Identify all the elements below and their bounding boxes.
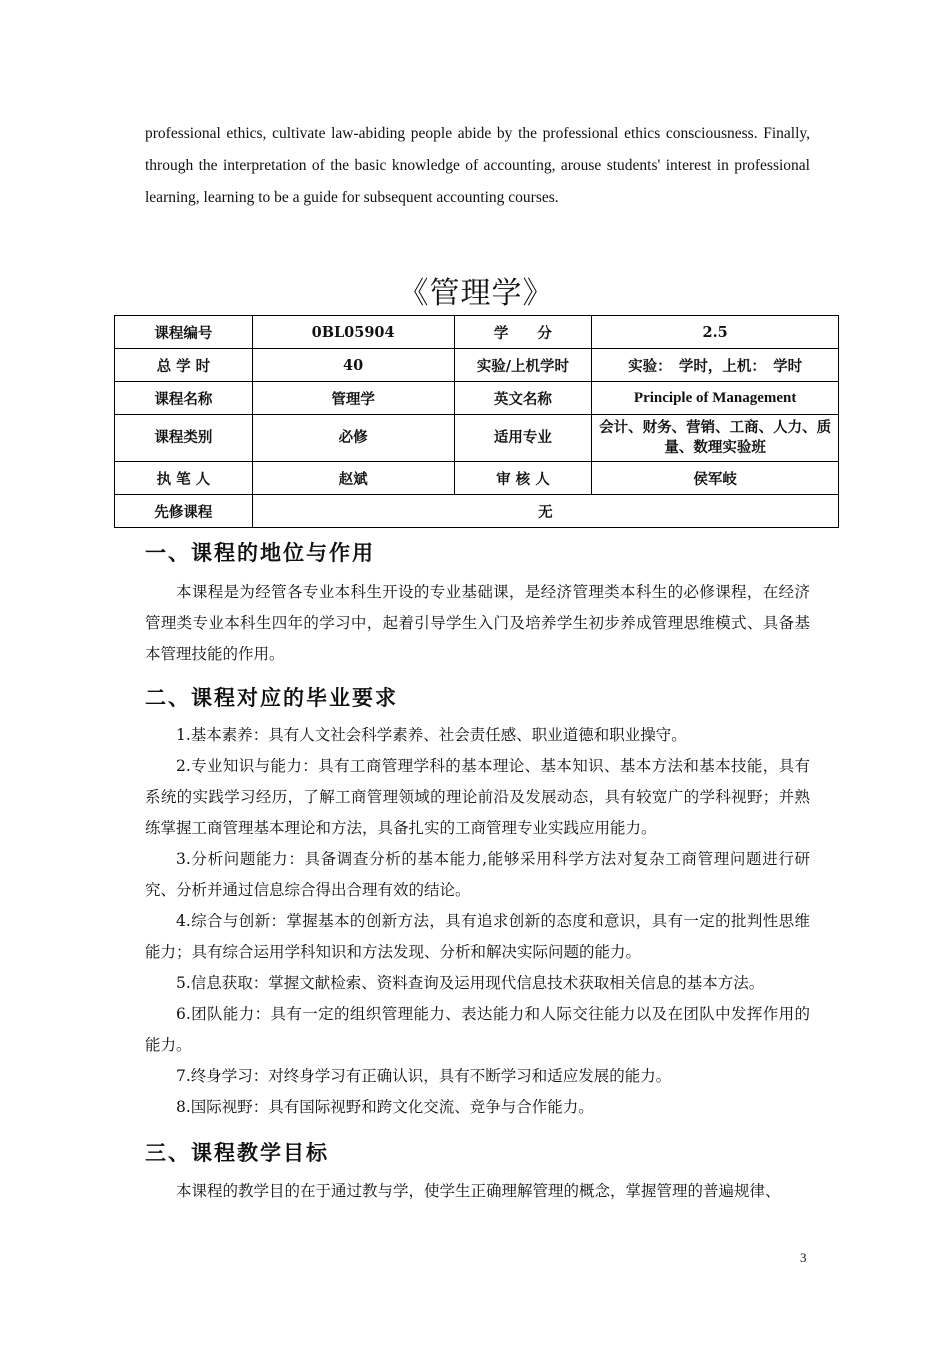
value-course-name: 管理学 <box>252 382 454 415</box>
value-total-hours: 40 <box>252 349 454 382</box>
section-3-body <box>145 1176 810 1207</box>
label-english-name: 英文名称 <box>454 382 592 415</box>
intro-paragraph <box>145 118 810 214</box>
value-course-code: 0BL05904 <box>252 316 454 349</box>
section-heading-1: 一、课程的地位与作用 <box>145 541 375 565</box>
paragraph: 2.专业知识与能力：具有工商管理学科的基本理论、基本知识、基本方法和基本技能，具有系统的实践学习经历，了解工商管理领域的理论前沿及发展动态，具有较宽广的学科视野；并熟练掌握工商管理基本理论和方法，具备扎实的工商管理专业实践应用能力。 <box>145 757 810 837</box>
section-heading-3: 三、课程教学目标 <box>145 1141 329 1165</box>
page-number: 3 <box>800 1250 807 1265</box>
label-course-code: 课程编号 <box>115 316 253 349</box>
label-credits: 学 分 <box>454 316 592 349</box>
table-row <box>115 495 839 528</box>
paragraph: 本课程的教学目的在于通过教与学，使学生正确理解管理的概念，掌握管理的普遍规律、 <box>176 1182 781 1200</box>
value-author: 赵斌 <box>252 462 454 495</box>
label-lab-hours: 实验/上机学时 <box>454 349 592 382</box>
course-title: 《管理学》 <box>398 276 554 311</box>
course-info-table <box>114 315 839 528</box>
value-prerequisites: 无 <box>252 495 838 528</box>
label-prerequisites: 先修课程 <box>115 495 253 528</box>
paragraph: 本课程是为经管各专业本科生开设的专业基础课，是经济管理类本科生的必修课程，在经济管理类专业本科生四年的学习中，起着引导学生入门及培养学生初步养成管理思维模式、具备基本管理技能的作用。 <box>145 583 810 663</box>
paragraph: 7.终身学习：对终身学习有正确认识，具有不断学习和适应发展的能力。 <box>176 1067 672 1085</box>
value-lab-hours: 实验： 学时，上机： 学时 <box>592 349 839 382</box>
label-total-hours: 总 学 时 <box>115 349 253 382</box>
intro-text: professional ethics, cultivate law-abiding people abide by the professional ethics consciousness. Finally, through the interpretation of the basic knowledge of accounting, arouse students' interest in professional learning, learning to be a guide for subsequent accounting courses. <box>145 125 810 206</box>
section-heading-2: 二、课程对应的毕业要求 <box>145 686 398 710</box>
paragraph: 3.分析问题能力：具备调查分析的基本能力,能够采用科学方法对复杂工商管理问题进行研究、分析并通过信息综合得出合理有效的结论。 <box>145 850 810 899</box>
label-reviewer: 审 核 人 <box>454 462 592 495</box>
value-reviewer: 侯军岐 <box>592 462 839 495</box>
table-row <box>115 349 839 382</box>
value-english-name: Principle of Management <box>592 382 839 415</box>
value-credits: 2.5 <box>592 316 839 349</box>
table-row <box>115 382 839 415</box>
section-2-body <box>145 720 810 1123</box>
table-row <box>115 462 839 495</box>
value-course-type: 必修 <box>252 415 454 462</box>
table-row <box>115 316 839 349</box>
section-1-body <box>145 577 810 670</box>
label-course-name: 课程名称 <box>115 382 253 415</box>
table-row <box>115 415 839 462</box>
value-majors: 会计、财务、营销、工商、人力、质量、数理实验班 <box>592 415 839 462</box>
label-course-type: 课程类别 <box>115 415 253 462</box>
label-author: 执 笔 人 <box>115 462 253 495</box>
paragraph: 6.团队能力：具有一定的组织管理能力、表达能力和人际交往能力以及在团队中发挥作用的能力。 <box>145 1005 810 1054</box>
paragraph: 1.基本素养：具有人文社会科学素养、社会责任感、职业道德和职业操守。 <box>176 726 687 744</box>
paragraph: 5.信息获取：掌握文献检索、资料查询及运用现代信息技术获取相关信息的基本方法。 <box>176 974 765 992</box>
paragraph: 4.综合与创新：掌握基本的创新方法，具有追求创新的态度和意识，具有一定的批判性思维能力；具有综合运用学科知识和方法发现、分析和解决实际问题的能力。 <box>145 912 810 961</box>
label-majors: 适用专业 <box>454 415 592 462</box>
paragraph: 8.国际视野：具有国际视野和跨文化交流、竞争与合作能力。 <box>176 1098 594 1116</box>
